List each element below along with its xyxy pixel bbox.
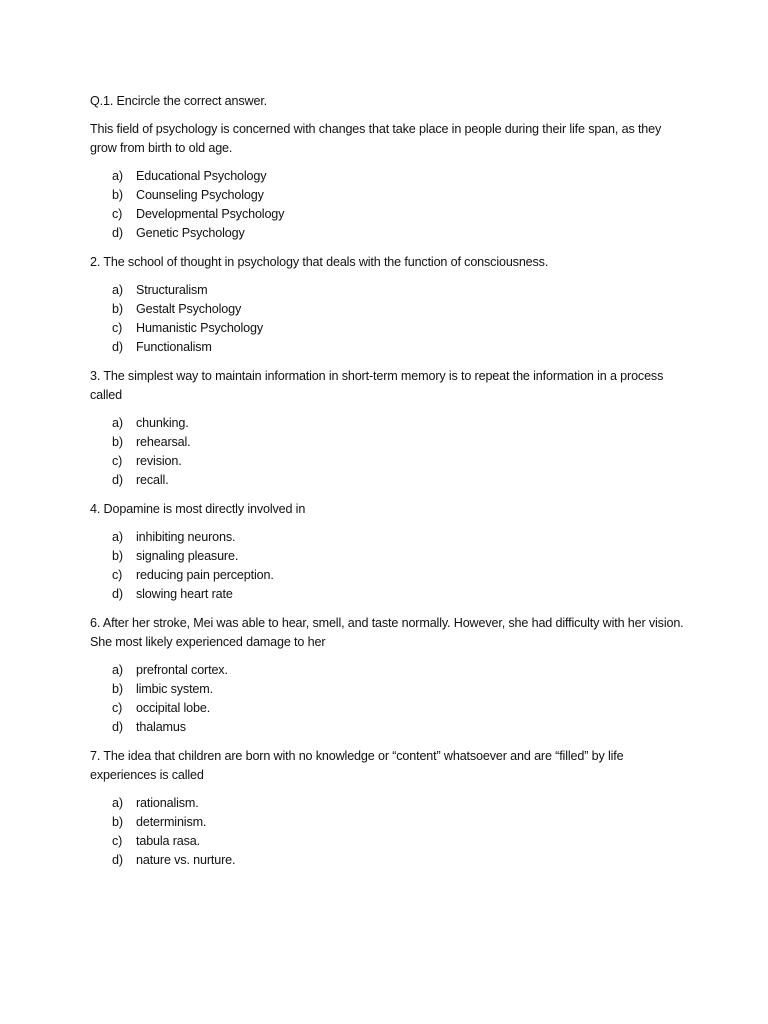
option-letter: b) xyxy=(112,188,123,202)
option-text: rehearsal. xyxy=(136,435,191,449)
option-item xyxy=(90,528,690,547)
option-text: Humanistic Psychology xyxy=(136,321,264,335)
option-item xyxy=(90,680,690,699)
option-item xyxy=(90,205,690,224)
option-item xyxy=(90,851,690,870)
option-item xyxy=(90,547,690,566)
option-list xyxy=(90,794,690,870)
option-text: Developmental Psychology xyxy=(136,207,285,221)
option-letter: c) xyxy=(112,568,123,582)
option-letter: c) xyxy=(112,454,123,468)
option-item xyxy=(90,224,690,243)
option-list xyxy=(90,414,690,490)
option-text: inhibiting neurons. xyxy=(136,530,236,544)
option-item xyxy=(90,338,690,357)
option-letter: d) xyxy=(112,340,123,354)
option-text: signaling pleasure. xyxy=(136,549,239,563)
question-text: 4. Dopamine is most directly involved in xyxy=(90,502,306,516)
option-list xyxy=(90,661,690,737)
option-text: chunking. xyxy=(136,416,189,430)
question-block-1 xyxy=(90,120,690,243)
option-text: Functionalism xyxy=(136,340,212,354)
option-text: nature vs. nurture. xyxy=(136,853,236,867)
option-text: reducing pain perception. xyxy=(136,568,274,582)
option-letter: c) xyxy=(112,207,123,221)
option-text: slowing heart rate xyxy=(136,587,233,601)
option-letter: c) xyxy=(112,321,123,335)
option-letter: b) xyxy=(112,549,123,563)
option-item xyxy=(90,566,690,585)
option-item xyxy=(90,452,690,471)
question-text: This field of psychology is concerned with changes that take place in people during their life span, as they grow from birth to old age. xyxy=(90,122,662,155)
option-text: Structuralism xyxy=(136,283,208,297)
option-letter: c) xyxy=(112,701,123,715)
option-letter: d) xyxy=(112,853,123,867)
option-letter: c) xyxy=(112,834,123,848)
option-letter: a) xyxy=(112,283,123,297)
option-text: limbic system. xyxy=(136,682,213,696)
option-text: Genetic Psychology xyxy=(136,226,245,240)
option-letter: d) xyxy=(112,587,123,601)
option-letter: a) xyxy=(112,416,123,430)
option-item xyxy=(90,281,690,300)
option-item xyxy=(90,414,690,433)
option-text: prefrontal cortex. xyxy=(136,663,228,677)
option-list xyxy=(90,167,690,243)
option-item xyxy=(90,661,690,680)
option-letter: b) xyxy=(112,815,123,829)
option-item xyxy=(90,832,690,851)
option-item xyxy=(90,718,690,737)
option-list xyxy=(90,528,690,604)
option-item xyxy=(90,186,690,205)
option-item xyxy=(90,813,690,832)
question-block-6 xyxy=(90,614,690,737)
question-text: 7. The idea that children are born with no knowledge or “content” whatsoever and are “filled” by life experiences is called xyxy=(90,749,624,782)
option-text: Gestalt Psychology xyxy=(136,302,242,316)
option-item xyxy=(90,167,690,186)
option-item xyxy=(90,585,690,604)
option-letter: d) xyxy=(112,226,123,240)
option-letter: d) xyxy=(112,720,123,734)
option-text: tabula rasa. xyxy=(136,834,201,848)
page-heading: Q.1. Encircle the correct answer. xyxy=(90,94,268,108)
option-text: Educational Psychology xyxy=(136,169,267,183)
option-item xyxy=(90,300,690,319)
option-text: recall. xyxy=(136,473,169,487)
option-item xyxy=(90,471,690,490)
option-list xyxy=(90,281,690,357)
option-text: occipital lobe. xyxy=(136,701,211,715)
question-block-2 xyxy=(90,253,690,357)
option-text: thalamus xyxy=(136,720,186,734)
option-letter: b) xyxy=(112,302,123,316)
document-page xyxy=(90,92,690,880)
option-letter: b) xyxy=(112,435,123,449)
question-block-7 xyxy=(90,747,690,870)
option-item xyxy=(90,319,690,338)
option-letter: a) xyxy=(112,169,123,183)
option-letter: a) xyxy=(112,530,123,544)
option-text: Counseling Psychology xyxy=(136,188,264,202)
option-letter: a) xyxy=(112,663,123,677)
option-letter: b) xyxy=(112,682,123,696)
question-text: 3. The simplest way to maintain information in short-term memory is to repeat the information in a process called xyxy=(90,369,664,402)
option-text: revision. xyxy=(136,454,182,468)
option-text: rationalism. xyxy=(136,796,199,810)
question-text: 2. The school of thought in psychology that deals with the function of consciousness. xyxy=(90,255,549,269)
option-text: determinism. xyxy=(136,815,207,829)
option-item xyxy=(90,433,690,452)
question-block-3 xyxy=(90,367,690,490)
option-letter: d) xyxy=(112,473,123,487)
option-item xyxy=(90,699,690,718)
option-item xyxy=(90,794,690,813)
question-block-4 xyxy=(90,500,690,604)
option-letter: a) xyxy=(112,796,123,810)
question-text: 6. After her stroke, Mei was able to hear, smell, and taste normally. However, she had difficulty with her vision. She most likely experienced damage to her xyxy=(90,616,684,649)
